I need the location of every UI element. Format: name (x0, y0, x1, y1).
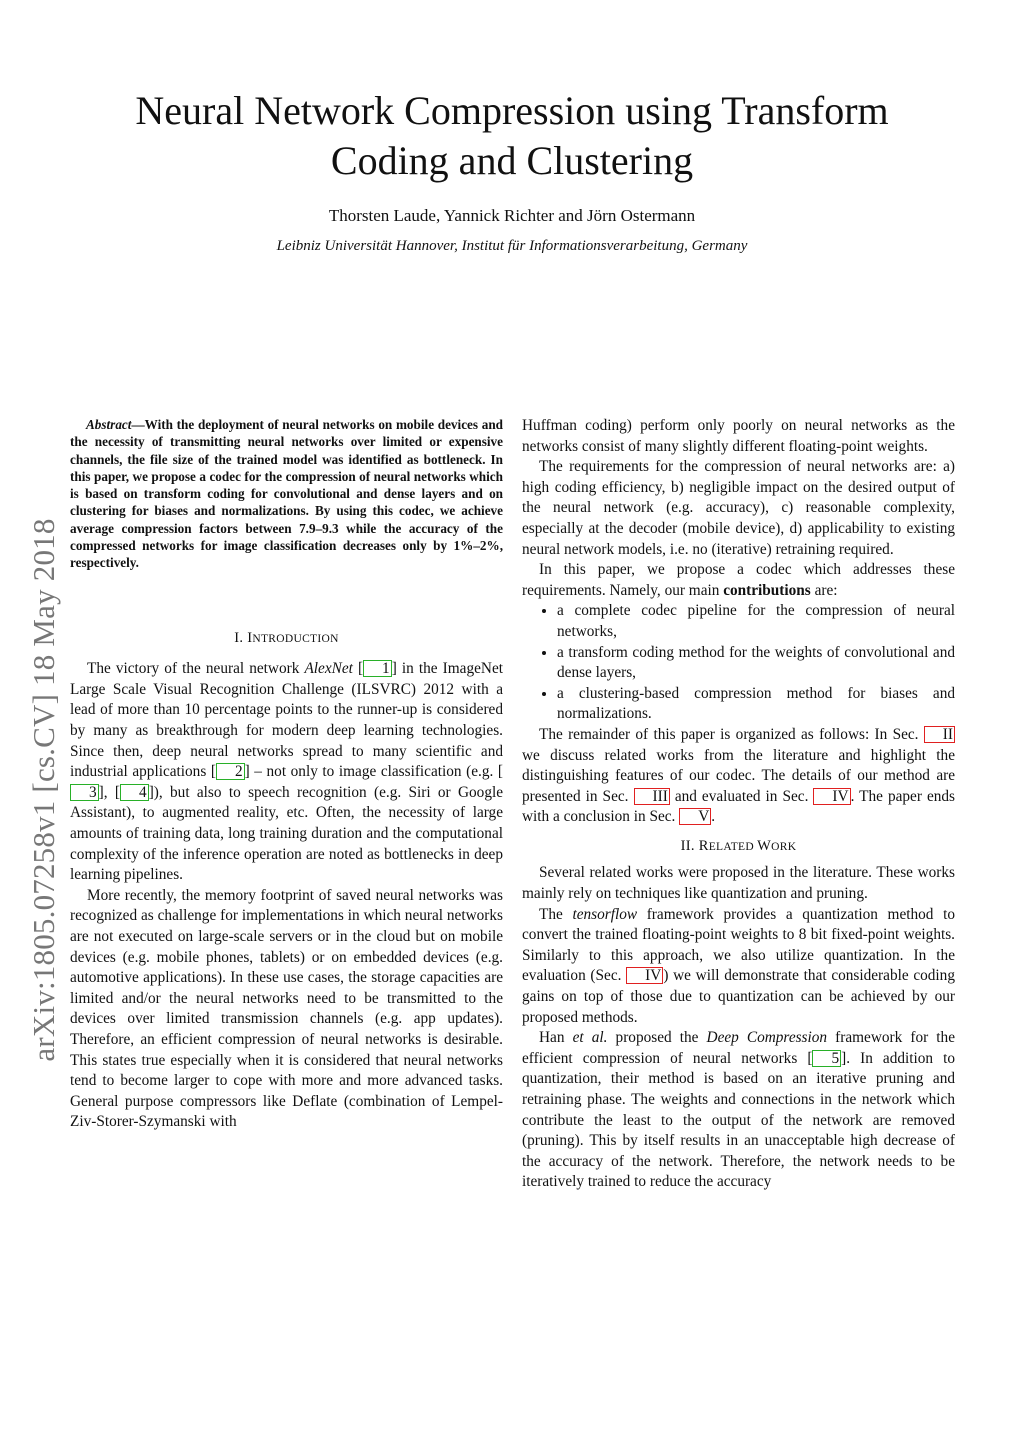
intro-paragraph-2: More recently, the memory footprint of saved neural networks was recognized as challenge for implementations in which neural networks are not executed on large-scale servers or in the cloud but on mobile devices (e.g. mobile phones, tablets) or on embedded devices (e.g. automotive applications). In these use cases, the storage capacities are limited and/or the neural networks need to be transmitted to the devices over limited transmission channels (e.g. app updates). Therefore, an efficient compression of neural networks is desirable. This states true especially when it is considered that neural networks tend to become larger to cope with more and more advanced tasks. General purpose compressors like Deflate (combination of Lempel-Ziv-Storer-Szymanski with (70, 886, 503, 1131)
list-item: • a clustering-based compression method for biases and normalizations. (557, 684, 955, 725)
abstract (70, 416, 503, 572)
paragraph-requirements: The requirements for the compression of neural networks are: a) high coding efficiency, b) negligible impact on the desired output of the neural network (e.g. accuracy), c) reasonable complexity, especially at the decoder (mobile device), d) applicability to existing neural network models, i.e. no (iterative) retraining required. (522, 458, 955, 558)
contributions-list (522, 601, 955, 725)
citation-3[interactable]: 3 (70, 784, 99, 801)
list-item: • a transform coding method for the weights of convolutional and dense layers, (557, 643, 955, 684)
citation-2[interactable]: 2 (216, 763, 245, 780)
title-line-1: Neural Network Compression using Transform (135, 88, 889, 133)
section-link-iv[interactable]: IV (813, 788, 850, 805)
right-column (522, 416, 955, 1193)
paragraph-huffman: Huffman coding) perform only poorly on neural networks as the networks consist of many slightly different floating-point weights. (522, 417, 955, 455)
section-link-ii[interactable]: II (924, 726, 955, 743)
citation-1[interactable]: 1 (363, 660, 392, 677)
section-link-v[interactable]: V (679, 808, 711, 825)
intro-paragraph-1: The victory of the neural network AlexNet [ 1 ] in the ImageNet Large Scale Visual Recognition Challenge (ILSVRC) 2012 with a lead of more than 10 percentage points to the runner-up is considered by many as breakthrough for modern deep learning technologies. Since then, deep neural networks spread to many scientific and industrial applications [ 2 ] – not only to image classification (e.g. [3 ], [ 4 ]), but also to speech recognition (e.g. Siri or Google Assistant), to augmented reality, etc. Often, the necessity of large amounts of training data, long training duration and the computational complexity of the inference operation are noted as bottlenecks in deep learning pipelines. (70, 660, 504, 884)
affiliation: Leibniz Universität Hannover, Institut für Informationsverarbeitung, Germany (276, 238, 748, 254)
abstract-label: Abstract (86, 417, 132, 432)
citation-4[interactable]: 4 (120, 784, 149, 801)
list-item: • a complete codec pipeline for the compression of neural networks, (557, 601, 955, 642)
authors: Thorsten Laude, Yannick Richter and Jörn Ostermann (328, 206, 696, 225)
paragraph-contributions: In this paper, we propose a codec which addresses these requirements. Namely, our main contributions are: (522, 561, 955, 599)
paper-title (0, 86, 1024, 186)
paragraph-related-intro: Several related works were proposed in the literature. These works mainly rely on techniques like quantization and pruning. (522, 864, 955, 903)
section-link-iv-eval[interactable]: IV (626, 967, 663, 984)
citation-5[interactable]: 5 (812, 1050, 841, 1067)
left-column (70, 416, 503, 1133)
title-line-2: Coding and Clustering (330, 138, 694, 183)
section-link-iii[interactable]: III (634, 788, 670, 805)
section-heading-introduction: I. INTRODUCTION (234, 629, 339, 646)
arxiv-stamp: arXiv:1805.07258v1 [cs.CV] 18 May 2018 (26, 518, 61, 1062)
section-heading-related-work: II. RELATED WORK (680, 837, 797, 854)
paragraph-deep-compression: Han et al. proposed the Deep Compression framework for the efficient compression of neural networks [ 5 ]. In addition to quantization, their method is based on an iterative pruning and retraining phase. The weights and connections in the network which contribute the least to the output of the network are removed (pruning). This by itself results in an unacceptable high decrease of the accuracy of the network. Therefore, the network needs to be iteratively trained to reduce the accuracy (522, 1029, 955, 1191)
paragraph-tensorflow: The tensorflow framework provides a quantization method to convert the trained floating-point weights to 8 bit fixed-point weights. Similarly to this approach, we also utilize quantization. In the evaluation (Sec. IV ) we will demonstrate that considerable coding gains on top of those due to quantization can be achieved by our proposed methods. (522, 905, 955, 1026)
paragraph-outline: The remainder of this paper is organized as follows: In Sec. II we discuss related works from the literature and highlight the distinguishing features of our codec. The details of our method are presented in Sec. III and evaluated in Sec. IV . The paper ends with a conclusion in Sec. V . (522, 725, 955, 826)
abstract-text: —With the deployment of neural networks on mobile devices and the necessity of transmitting neural networks over limited or expensive channels, the file size of the trained model was identified as bottleneck. In this paper, we propose a codec for the compression of neural networks which is based on transform coding for convolutional and dense layers and on clustering for biases and normalizations. By using this codec, we achieve average compression factors between 7.9–9.3 while the accuracy of the compressed networks for image classification decreases only by 1%–2%, respectively. (70, 417, 503, 571)
